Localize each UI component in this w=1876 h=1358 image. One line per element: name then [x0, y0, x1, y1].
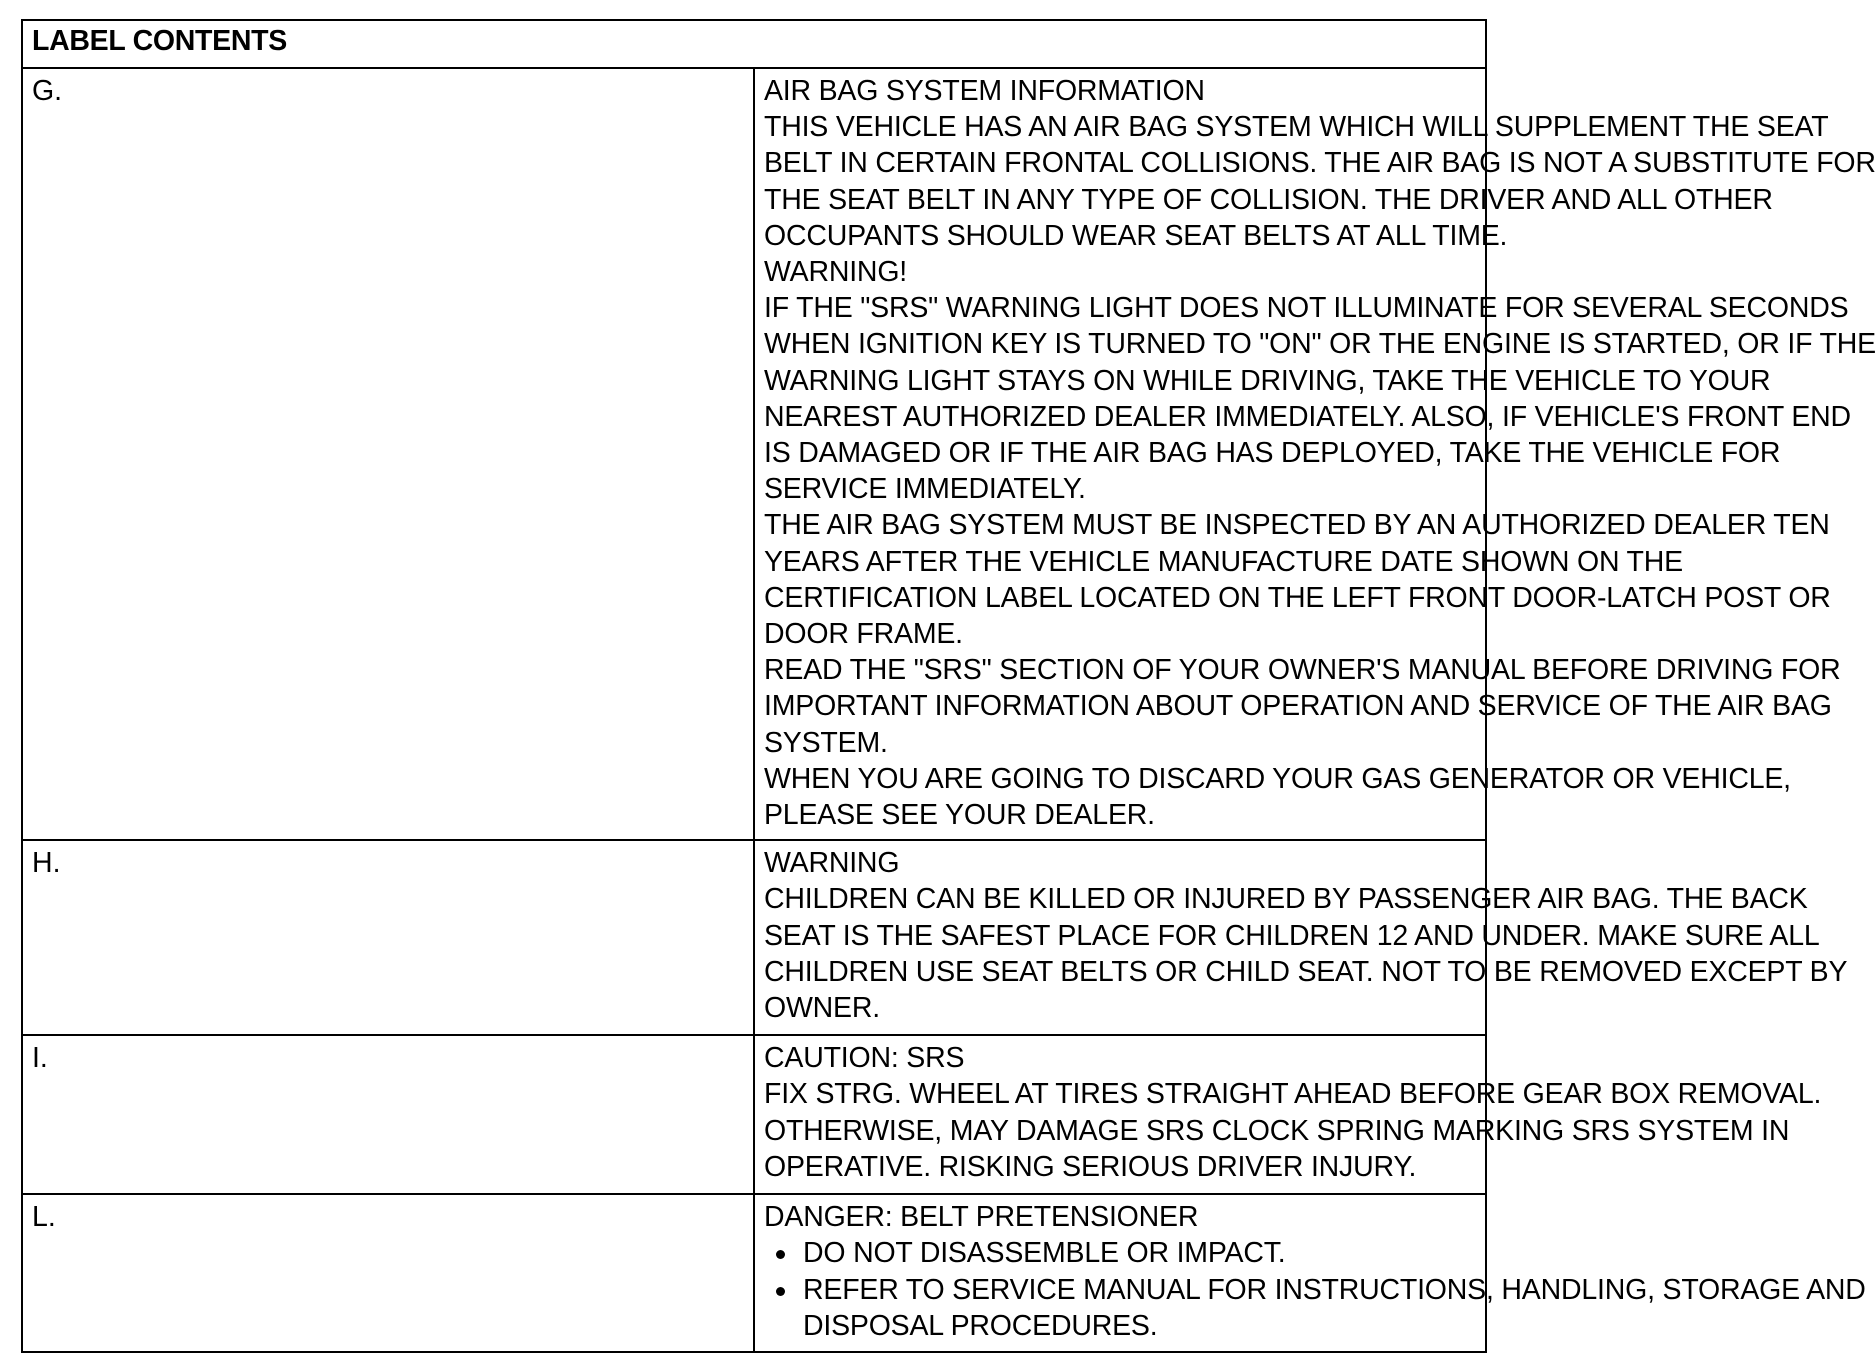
row-contents — [754, 1035, 1822, 1194]
table-row — [22, 68, 1486, 840]
label-contents-table — [21, 19, 1876, 1353]
header-row — [22, 20, 1486, 68]
row-id: G. — [22, 68, 754, 840]
text-line: WHEN YOU ARE GOING TO DISCARD YOUR GAS GENERATOR OR VEHICLE, — [764, 762, 1791, 795]
row-contents — [754, 68, 1876, 840]
table-header: LABEL CONTENTS — [22, 20, 1486, 68]
row-id: H. — [22, 840, 754, 1035]
text-line: WARNING! — [764, 256, 908, 289]
bullet-icon — [776, 1287, 785, 1296]
text-line: IF THE "SRS" WARNING LIGHT DOES NOT ILLUMINATE FOR SEVERAL SECONDS — [764, 292, 1849, 325]
text-line: DANGER: BELT PRETENSIONER — [764, 1201, 1199, 1234]
row-contents — [754, 1194, 1866, 1352]
text-line: SEAT IS THE SAFEST PLACE FOR CHILDREN 12 AND UNDER. MAKE SURE ALL — [764, 919, 1820, 952]
text-line: SERVICE IMMEDIATELY. — [764, 473, 1086, 506]
text-line: OPERATIVE. RISKING SERIOUS DRIVER INJURY. — [764, 1150, 1417, 1183]
text-line: DOOR FRAME. — [764, 618, 963, 651]
text-line: THE AIR BAG SYSTEM MUST BE INSPECTED BY AN AUTHORIZED DEALER TEN — [764, 509, 1830, 542]
text-line: NEAREST AUTHORIZED DEALER IMMEDIATELY. ALSO, IF VEHICLE'S FRONT END — [764, 400, 1851, 433]
text-line: CHILDREN CAN BE KILLED OR INJURED BY PASSENGER AIR BAG. THE BACK — [764, 883, 1808, 916]
text-line: CHILDREN USE SEAT BELTS OR CHILD SEAT. NOT TO BE REMOVED EXCEPT BY — [764, 955, 1848, 988]
text-line: IS DAMAGED OR IF THE AIR BAG HAS DEPLOYED, TAKE THE VEHICLE FOR — [764, 437, 1781, 470]
table-row — [22, 840, 1486, 1035]
row-id: I. — [22, 1035, 754, 1194]
row-id: L. — [22, 1194, 754, 1352]
text-line: THIS VEHICLE HAS AN AIR BAG SYSTEM WHICH WILL SUPPLEMENT THE SEAT — [764, 111, 1829, 144]
bullet-item — [764, 1272, 1866, 1344]
text-line: THE SEAT BELT IN ANY TYPE OF COLLISION. THE DRIVER AND ALL OTHER — [764, 183, 1773, 216]
table-row — [22, 1194, 1486, 1352]
text-line: YEARS AFTER THE VEHICLE MANUFACTURE DATE SHOWN ON THE — [764, 545, 1683, 578]
text-line: REFER TO SERVICE MANUAL FOR INSTRUCTIONS, HANDLING, STORAGE AND — [803, 1273, 1866, 1306]
text-line: WARNING — [764, 847, 900, 880]
text-line: CERTIFICATION LABEL LOCATED ON THE LEFT FRONT DOOR-LATCH POST OR — [764, 581, 1831, 614]
bullet-item — [764, 1235, 1477, 1271]
bullet-list — [764, 1235, 1866, 1344]
text-line: OCCUPANTS SHOULD WEAR SEAT BELTS AT ALL TIME. — [764, 219, 1508, 252]
text-line: OTHERWISE, MAY DAMAGE SRS CLOCK SPRING MARKING SRS SYSTEM IN — [764, 1114, 1790, 1147]
text-line: AIR BAG SYSTEM INFORMATION — [764, 75, 1205, 107]
text-line: WARNING LIGHT STAYS ON WHILE DRIVING, TAKE THE VEHICLE TO YOUR — [764, 364, 1771, 397]
text-line: FIX STRG. WHEEL AT TIRES STRAIGHT AHEAD BEFORE GEAR BOX REMOVAL. — [764, 1078, 1822, 1111]
text-line: READ THE "SRS" SECTION OF YOUR OWNER'S MANUAL BEFORE DRIVING FOR — [764, 654, 1841, 687]
text-line: WHEN IGNITION KEY IS TURNED TO "ON" OR THE ENGINE IS STARTED, OR IF THE — [764, 328, 1876, 361]
row-contents — [754, 840, 1848, 1035]
text-line: SYSTEM. — [764, 726, 888, 759]
text-line: OWNER. — [764, 992, 880, 1025]
text-line: DO NOT DISASSEMBLE OR IMPACT. — [803, 1237, 1286, 1270]
text-line: IMPORTANT INFORMATION ABOUT OPERATION AND SERVICE OF THE AIR BAG — [764, 690, 1832, 723]
text-line: BELT IN CERTAIN FRONTAL COLLISIONS. THE AIR BAG IS NOT A SUBSTITUTE FOR — [764, 147, 1876, 180]
text-line: DISPOSAL PROCEDURES. — [803, 1309, 1158, 1342]
text-line: CAUTION: SRS — [764, 1042, 965, 1075]
bullet-icon — [776, 1250, 785, 1259]
table-row — [22, 1035, 1486, 1194]
text-line: PLEASE SEE YOUR DEALER. — [764, 799, 1155, 832]
